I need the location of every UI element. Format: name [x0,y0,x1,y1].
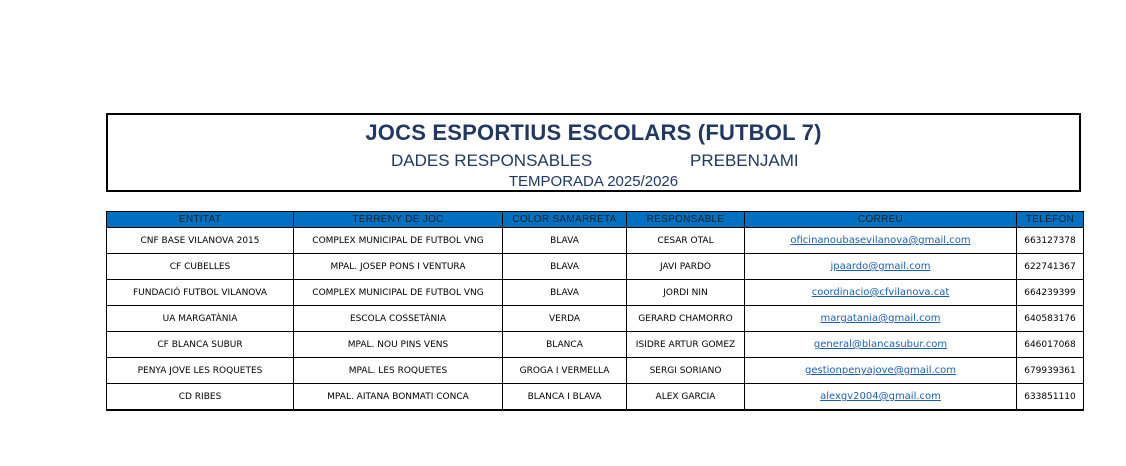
subtitle-responsables: DADES RESPONSABLES [391,151,593,170]
cell-color: BLAVA [503,280,627,306]
cell-responsable: CESAR OTAL [627,228,745,254]
email-link[interactable]: alexgv2004@gmail.com [820,391,941,402]
cell-correu [745,254,1017,280]
cell-terreny: ESCOLA COSSETÀNIA [294,306,503,332]
table-row [107,228,1084,254]
cell-color: BLANCA [503,332,627,358]
cell-responsable: ISIDRE ARTUR GOMEZ [627,332,745,358]
cell-telefon: 663127378 [1017,228,1084,254]
cell-terreny: COMPLEX MUNICIPAL DE FUTBOL VNG [294,228,503,254]
table-row [107,280,1084,306]
cell-terreny: MPAL. AITANA BONMATI CONCA [294,384,503,411]
cell-color: BLANCA I BLAVA [503,384,627,411]
cell-responsable: JORDI NIN [627,280,745,306]
page-title: JOCS ESPORTIUS ESCOLARS (FUTBOL 7) [365,120,822,145]
column-header-terreny: TERRENY DE JOC [294,212,503,228]
responsables-table [106,211,1084,411]
cell-entitat: FUNDACIÓ FUTBOL VILANOVA [107,280,294,306]
email-link[interactable]: jpaardo@gmail.com [830,261,931,272]
email-link[interactable]: oficinanoubasevilanova@gmail.com [790,235,971,246]
cell-terreny: MPAL. LES ROQUETES [294,358,503,384]
cell-telefon: 633851110 [1017,384,1084,411]
cell-correu [745,384,1017,411]
cell-color: BLAVA [503,254,627,280]
cell-telefon: 622741367 [1017,254,1084,280]
cell-correu [745,228,1017,254]
column-header-entitat: ENTITAT [107,212,294,228]
cell-entitat: CF CUBELLES [107,254,294,280]
cell-entitat: CF BLANCA SUBUR [107,332,294,358]
table-header-row [107,212,1084,228]
cell-telefon: 646017068 [1017,332,1084,358]
cell-telefon: 640583176 [1017,306,1084,332]
cell-telefon: 664239399 [1017,280,1084,306]
table-row [107,254,1084,280]
column-header-telefon: TELÈFON [1017,212,1084,228]
table-row [107,306,1084,332]
cell-terreny: MPAL. NOU PINS VENS [294,332,503,358]
cell-color: BLAVA [503,228,627,254]
cell-entitat: PENYA JOVE LES ROQUETES [107,358,294,384]
cell-color: GROGA I VERMELLA [503,358,627,384]
cell-correu [745,332,1017,358]
cell-correu [745,280,1017,306]
cell-terreny: COMPLEX MUNICIPAL DE FUTBOL VNG [294,280,503,306]
column-header-correu: CORREU [745,212,1017,228]
cell-correu [745,358,1017,384]
column-header-color: COLOR SAMARRETA [503,212,627,228]
cell-responsable: SERGI SORIANO [627,358,745,384]
column-header-responsable: RESPONSABLE [627,212,745,228]
season-label: TEMPORADA 2025/2026 [508,173,679,190]
table-row [107,332,1084,358]
cell-correu [745,306,1017,332]
cell-responsable: ALEX GARCIA [627,384,745,411]
cell-entitat: CD RIBES [107,384,294,411]
cell-entitat: CNF BASE VILANOVA 2015 [107,228,294,254]
cell-color: VERDA [503,306,627,332]
email-link[interactable]: general@blancasubur.com [813,339,948,350]
header-box [106,113,1081,192]
email-link[interactable]: gestionpenyajove@gmail.com [804,365,957,376]
cell-entitat: UA MARGATÀNIA [107,306,294,332]
cell-terreny: MPAL. JOSEP PONS I VENTURA [294,254,503,280]
cell-responsable: GERARD CHAMORRO [627,306,745,332]
email-link[interactable]: margatania@gmail.com [820,313,941,324]
email-link[interactable]: coordinacio@cfvilanova.cat [811,287,950,298]
subtitle-category: PREBENJAMI [690,151,799,170]
table-row [107,358,1084,384]
cell-responsable: JAVI PARDO [627,254,745,280]
cell-telefon: 679939361 [1017,358,1084,384]
table-row [107,384,1084,411]
